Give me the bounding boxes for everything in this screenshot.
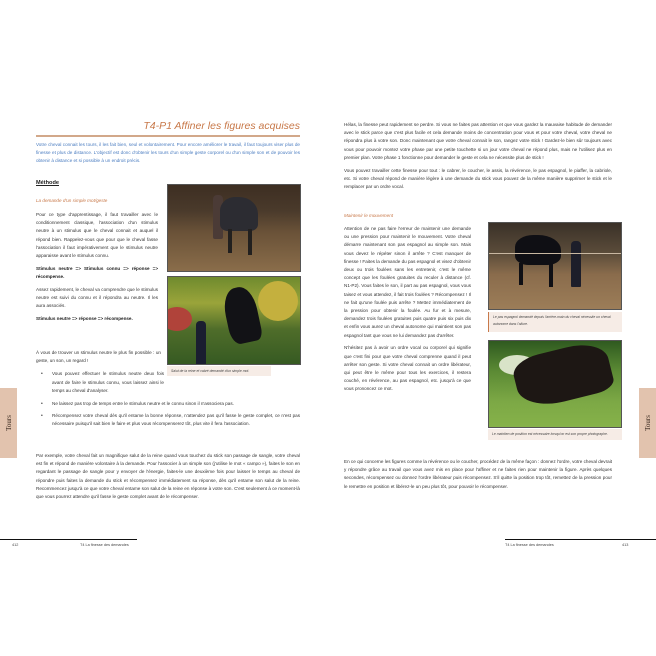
horse-leg bbox=[248, 229, 252, 255]
horse-figure bbox=[515, 235, 561, 265]
right-top-text bbox=[344, 121, 612, 196]
chapter-title: T4-P1 Affiner les figures acquises bbox=[143, 120, 300, 132]
horse-figure bbox=[220, 197, 258, 231]
running-title: T4 La finesse des demandes bbox=[80, 543, 129, 547]
thumb-tab bbox=[0, 388, 17, 458]
paragraph: Vous pouvez travailler cette finesse pour tout : le cabrer, le coucher, le assis, la révérence, le pas espagnol, le piaffer, la cabriole, etc. Si votre cheval répond de manière légère à une demande du stick vous pouvez de la même manière supprimer le stick et le remplacer par un ordre vocal. bbox=[344, 167, 612, 189]
running-title: T4 La finesse des demandes bbox=[505, 543, 554, 547]
photo-salut-reine bbox=[167, 184, 301, 272]
fence-rail bbox=[489, 253, 622, 254]
right-page bbox=[328, 0, 656, 656]
subheading: La demande d'un simple mot/geste bbox=[36, 198, 108, 203]
subheading: Maintenir le mouvement bbox=[344, 213, 394, 218]
horse-leg bbox=[549, 263, 553, 287]
photo-caption: Le maintien de position est nécessaire lorsqu'on est son propre photographe. bbox=[488, 429, 622, 440]
photo-pas-espagnol bbox=[488, 222, 622, 310]
horse-leg bbox=[519, 263, 523, 285]
page-number: 413 bbox=[622, 543, 629, 547]
paragraph: N'hésitez pas à avoir un ordre vocal ou corporel qui signifie que c'est fini pour que votre cheval comprenne quand il peut arrêter son geste. Si votre cheval connait un ordre libérateur, qui peut être le même pour tous les exercices, il restera couché, en révérence, au pas espagnol, etc. jusqu'à ce que vous prononcez ce mot. bbox=[344, 345, 471, 392]
horse-leg bbox=[228, 229, 232, 253]
section-heading: Méthode bbox=[36, 180, 59, 186]
thumb-tab-label: Tours bbox=[643, 415, 652, 431]
paragraph: Attention de ne pas faire l'erreur de maintenir une demande ou une pression pour maintenir le mouvement. Votre cheval démarre maintenant son pas espagnol au simple son. Mais vous devez le répéter sinon il arrête ? C'est manquer de finesse ! Faites la demande du pas espagnol et visez d'obtenir deux ou trois foulées sans les entretenir, c'est le même concept que les foulées gratuites du reculer à distance (cf. N1-P2). Vous faites le son, il part au pas espagnol, vous vous taisez et vous attendez, il fait trois foulées ? Récompensez ! Il ne fait qu'une foulée puis arrête ? Mettez immédiatement de la pression pour obtenir la foulée. Au fur et à mesure, demandez trois foulées gratuites puis quatre puis six puis dix et enfin vous aurez un cheval autonome qui maintient son pas espagnol tant que vous ne lui demandez pas d'arrêter. bbox=[344, 226, 471, 338]
tree bbox=[258, 281, 298, 321]
horse-figure bbox=[510, 340, 616, 412]
formula: Stimulus neutre => Stimulus connu => réponse => récompense. bbox=[36, 265, 158, 279]
formula: Stimulus neutre => réponse => récompense. bbox=[36, 315, 133, 321]
list-item: • Ne laissez pas trop de temps entre le stimulus neutre et le connu sinon il n'associera pas. bbox=[36, 400, 300, 408]
thumb-tab-label: Tours bbox=[4, 415, 13, 431]
list-item: • Vous pouvez effectuer le stimulus neutre deux fois avant de faire le stimulus connu, vous laissez ainsi le temps au cheval d'analyser. bbox=[36, 370, 164, 395]
photo-reverence bbox=[488, 340, 622, 428]
photo-caption: Salut de la reine et cabré demandé d'un simple mot. bbox=[167, 366, 271, 376]
example-paragraph: Par exemple, votre cheval fait un magnifique salut de la reine quand vous touchez du stick son passage de sangle, votre cheval est fin et répond de manière volontaire à la demande. Pour l'associer à un simple son (j'utilise le mot « campo »), faites le son en regardant le passage de sangle pour y envoyer de l'énergie, faites-le une deuxième fois pour laisser le temps au cheval de répondre puis faites la demande du stick et récompensez immédiatement sa réponse, dès qu'il entame son salut de la reine. Recommencez jusqu'à ce que votre cheval entame son salut de la reine en réponse à votre son. C'est seulement à ce moment-là que vous pourrez attendre qu'il fasse le geste complet avant de le récompenser. bbox=[36, 453, 300, 500]
footer-rule bbox=[505, 539, 656, 540]
person-figure bbox=[571, 241, 581, 287]
thumb-tab bbox=[639, 388, 656, 458]
footer-rule bbox=[0, 539, 137, 540]
paragraph: Hélas, la finesse peut rapidement se perdre. Si vous ne faites pas attention et que vous gardez la mauvaise habitude de demander avec le stick parce que c'est plus facile et cela demande moins de concentration pour vous et pour votre cheval, votre cheval ne répondra plus à votre son. Donc maintenant que votre cheval connait le son, rangez votre stick ! Gardez-le bien sûr toujours avec vous pour pouvoir montez votre phase par une petite touchette si un jour votre cheval ne répond plus, mais ne l'utilisez plus en premier plan. Votre phase 1 fonctionne pour demander le geste et cela ne nécessite plus de stick ! bbox=[344, 122, 612, 160]
page-number: 412 bbox=[12, 543, 19, 547]
paragraph: Pour ce type d'apprentissage, il faut travailler avec le conditionnement classique, l'association d'un stimulus neutre à un stimulus que le cheval connait et auquel il répond bien. Rappelez-vous que pour que le cheval fasse l'association il faut impérativement que le stimulus neutre apparaisse avant le stimulus connu. bbox=[36, 212, 158, 259]
bush bbox=[167, 307, 192, 331]
photo-caption: Le pas espagnol demandé depuis l'arrière-main du cheval nécessite un cheval autonome dans l'allure. bbox=[488, 312, 622, 332]
paragraph: Assez rapidement, le cheval va comprendre que le stimulus neutre est suivi du connu et il répondra au neutre. Il les aura associés. bbox=[36, 286, 158, 309]
tips-list bbox=[36, 349, 300, 433]
horse-figure bbox=[221, 284, 264, 345]
left-column-text bbox=[36, 211, 158, 327]
closing-paragraph: En ce qui concerne les figures comme la révérence ou le coucher, procédez de la même façon : donnez l'ordre, votre cheval devrait y répondre grâce au travail que vous avez mis en place pour l'affiner et ne faites rien pour maintenir la figure. Après quelques secondes, récompensez ou donnez l'ordre libérateur puis récompensez. S'il quitte la position trop tôt, remettez de la pression pour le remettre en position et libérez-le un peu plus tôt, pour pouvoir le récompenser. bbox=[344, 459, 612, 489]
title-rule bbox=[36, 135, 300, 137]
intro-paragraph: Votre cheval connait les tours, il les fait bien, seul et volontairement. Pour encore améliorer le travail, il faut toujours viser plus de finesse et plus de distance. L'objectif est donc d'obtenir les tours d'un simple geste corporel ou d'un simple son et de pouvoir les obtenir à distance et si possible à un endroit précis. bbox=[36, 142, 300, 164]
list-item: • Récompensez votre cheval dès qu'il entame la bonne réponse, n'attendez pas qu'il fasse le geste complet, ce n'est pas nécessaire puisqu'il sait bien le faire et plus vous récompenserez tôt, plus vite il fera l'association. bbox=[36, 412, 300, 428]
right-column-text bbox=[344, 225, 471, 398]
list-intro: À vous de trouver un stimulus neutre le plus fin possible : un geste, un son, un regard ! bbox=[36, 350, 161, 364]
